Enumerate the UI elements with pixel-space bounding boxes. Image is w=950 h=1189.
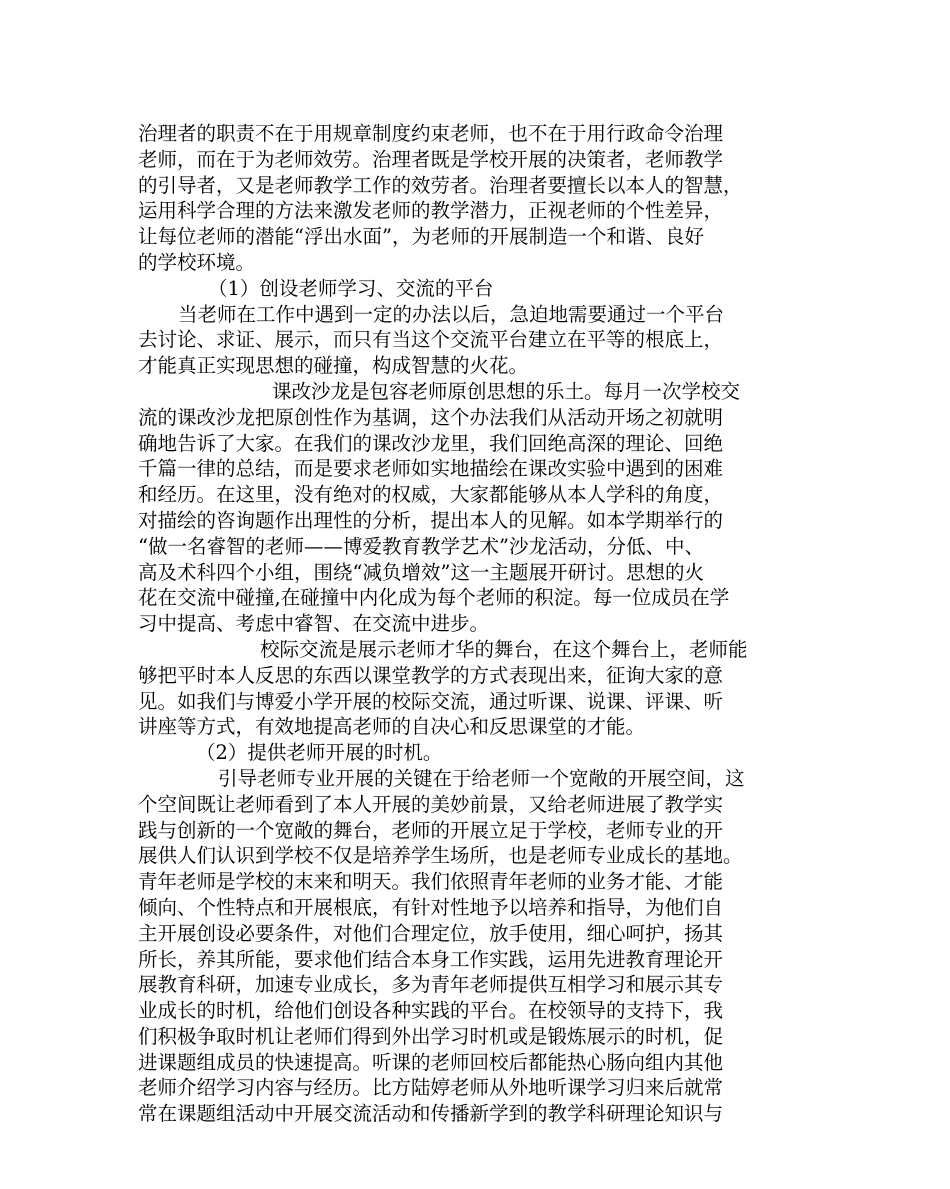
text-line: 才能真正实现思想的碰撞，构成智慧的火花。: [138, 354, 529, 378]
text-line: 青年老师是学校的末来和明天。我们依照青年老师的业务才能、才能: [138, 870, 724, 894]
text-line: 展供人们认识到学校不仅是培养学生场所，也是老师专业成长的基地。: [138, 844, 743, 868]
text-line: 的学校环境。: [138, 250, 256, 274]
text-line: 运用科学合理的方法来激发老师的教学潜力，正视老师的个性差异，: [138, 199, 724, 223]
text-line: 主开展创设必要条件，对他们合理定位，放手使用，细心呵护，扬其: [138, 921, 724, 945]
text-line: 的引导者，又是老师教学工作的效劳者。治理者要擅长以本人的智慧，: [138, 173, 743, 197]
paragraph-first-line: 引导老师专业开展的关键在于给老师一个宽敞的开展空间，这: [218, 766, 745, 790]
text-line: 高及术科四个小组，围绕“减负增效”这一主题展开研讨。思想的火: [138, 560, 704, 584]
text-line: 流的课改沙龙把原创性作为基调，这个办法我们从活动开场之初就明: [138, 405, 724, 429]
paragraph-first-line: 当老师在工作中遇到一定的办法以后，急迫地需要通过一个平台: [178, 302, 725, 326]
text-line: 老师，而在于为老师效劳。治理者既是学校开展的决策者，老师教学: [138, 147, 724, 171]
text-line: 进课题组成员的快速提高。听课的老师回校后都能热心肠向组内其他: [138, 1050, 724, 1074]
text-line: 常在课题组活动中开展交流活动和传播新学到的教学科研理论知识与: [138, 1102, 724, 1126]
text-line: 老师介绍学习内容与经历。比方陆婷老师从外地听课学习归来后就常: [138, 1076, 724, 1100]
text-line: 践与创新的一个宽敞的舞台，老师的开展立足于学校，老师专业的开: [138, 818, 724, 842]
text-line: 对描绘的咨询题作出理性的分析，提出本人的见解。如本学期举行的: [138, 508, 724, 532]
text-line: 习中提高、考虑中睿智、在交流中进步。: [138, 612, 490, 636]
text-line: 治理者的职责不在于用规章制度约束老师，也不在于用行政命令治理: [138, 122, 724, 145]
text-line: 讲座等方式，有效地提高老师的自决心和反思课堂的才能。: [138, 715, 646, 739]
text-line: 业成长的时机，给他们创设各种实践的平台。在校领导的支持下，我: [138, 999, 724, 1023]
text-line: 千篇一律的总结，而是要求老师如实地描绘在课改实验中遇到的困难: [138, 457, 724, 481]
text-line: 所长，养其所能，要求他们结合本身工作实践，运用先进教育理论开: [138, 947, 724, 971]
text-line: 去讨论、求证、展示，而只有当这个交流平台建立在平等的根底上，: [138, 328, 724, 352]
text-line: 和经历。在这里，没有绝对的权威，大家都能够从本人学科的角度，: [138, 483, 724, 507]
document-page: [138, 121, 818, 1127]
section-heading: （1）创设老师学习、交流的平台: [208, 276, 494, 300]
section-heading: （2）提供老师开展的时机。: [196, 741, 443, 765]
text-line: 见。如我们与博爱小学开展的校际交流，通过听课、说课、评课、听: [138, 689, 724, 713]
text-line: “做一名睿智的老师——博爱教育教学艺术”沙龙活动，分低、中、: [138, 534, 704, 558]
text-line: 展教育科研，加速专业成长，多为青年老师提供互相学习和展示其专: [138, 973, 724, 997]
text-line: 让每位老师的潜能“浮出水面”，为老师的开展制造一个和谐、良好: [138, 225, 704, 249]
text-line: 够把平时本人反思的东西以课堂教学的方式表现出来，征询大家的意: [138, 663, 724, 687]
paragraph-first-line: 课改沙龙是包容老师原创思想的乐土。每月一次学校交: [272, 379, 741, 403]
text-line: 们积极争取时机让老师们得到外出学习时机或是锻炼展示的时机，促: [138, 1024, 724, 1048]
text-line: 花在交流中碰撞,在碰撞中内化成为每个老师的积淀。每一位成员在学: [138, 586, 730, 610]
text-line: 确地告诉了大家。在我们的课改沙龙里，我们回绝高深的理论、回绝: [138, 431, 724, 455]
text-line: 倾向、个性特点和开展根底，有针对性地予以培养和指导，为他们自: [138, 895, 724, 919]
text-line: 个空间既让老师看到了本人开展的美妙前景，又给老师进展了教学实: [138, 792, 724, 816]
paragraph-first-line: 校际交流是展示老师才华的舞台，在这个舞台上，老师能: [260, 637, 748, 661]
